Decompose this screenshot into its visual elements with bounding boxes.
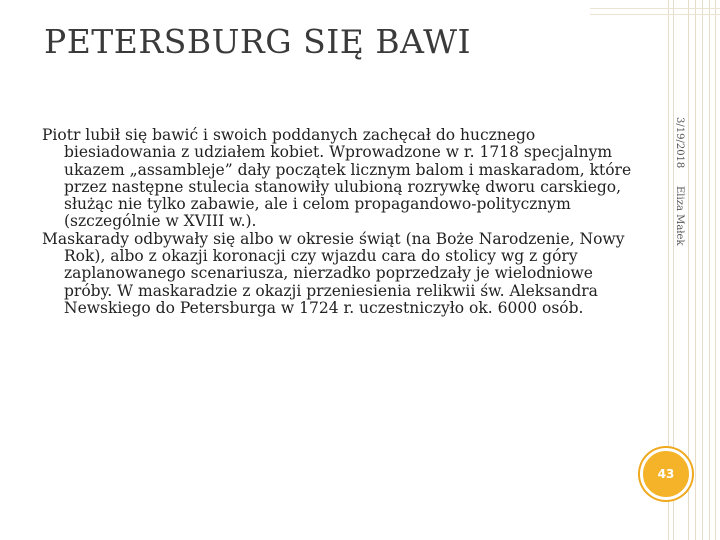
body-paragraph: Maskarady odbywały się albo w okresie świąt (na Boże Narodzenie, Nowy Rok), albo z okazji koronacji czy wjazdu cara do stolicy wg z góry zaplanowanego scenariusza, nierzadko poprzedzały je wielodniowe próby. W maskaradzie z okazji przeniesienia relikwii św. Aleksandra Newskiego do Petersburga w 1724 r. uczestniczyło ok. 6000 osób.: [42, 229, 625, 317]
decorative-line: [709, 0, 710, 540]
slide-body: [42, 127, 642, 317]
page-number-badge: 43: [640, 448, 692, 500]
slide-author: Eliza Małek: [674, 186, 685, 246]
decorative-line: [590, 8, 720, 9]
decorative-line: [688, 0, 689, 540]
decorative-line: [590, 14, 720, 15]
slide-title: PETERSBURG SIĘ BAWI: [44, 22, 472, 61]
body-paragraph: Piotr lubił się bawić i swoich poddanych zachęcał do hucznego biesiadowania z udziałem kobiet. Wprowadzone w r. 1718 specjalnym ukazem „assambleje” dały początek licznym balom i maskaradom, które przez następne stulecia stanowiły ulubioną rozrywkę dworu carskiego, służąc nie tylko zabawie, ale i celom propagandowo-politycznym (szczególnie w XVIII w.).: [42, 126, 632, 231]
decorative-line: [715, 0, 716, 540]
decorative-line: [695, 0, 696, 540]
decorative-line: [702, 0, 703, 540]
slide-date: 3/19/2018: [674, 117, 685, 169]
